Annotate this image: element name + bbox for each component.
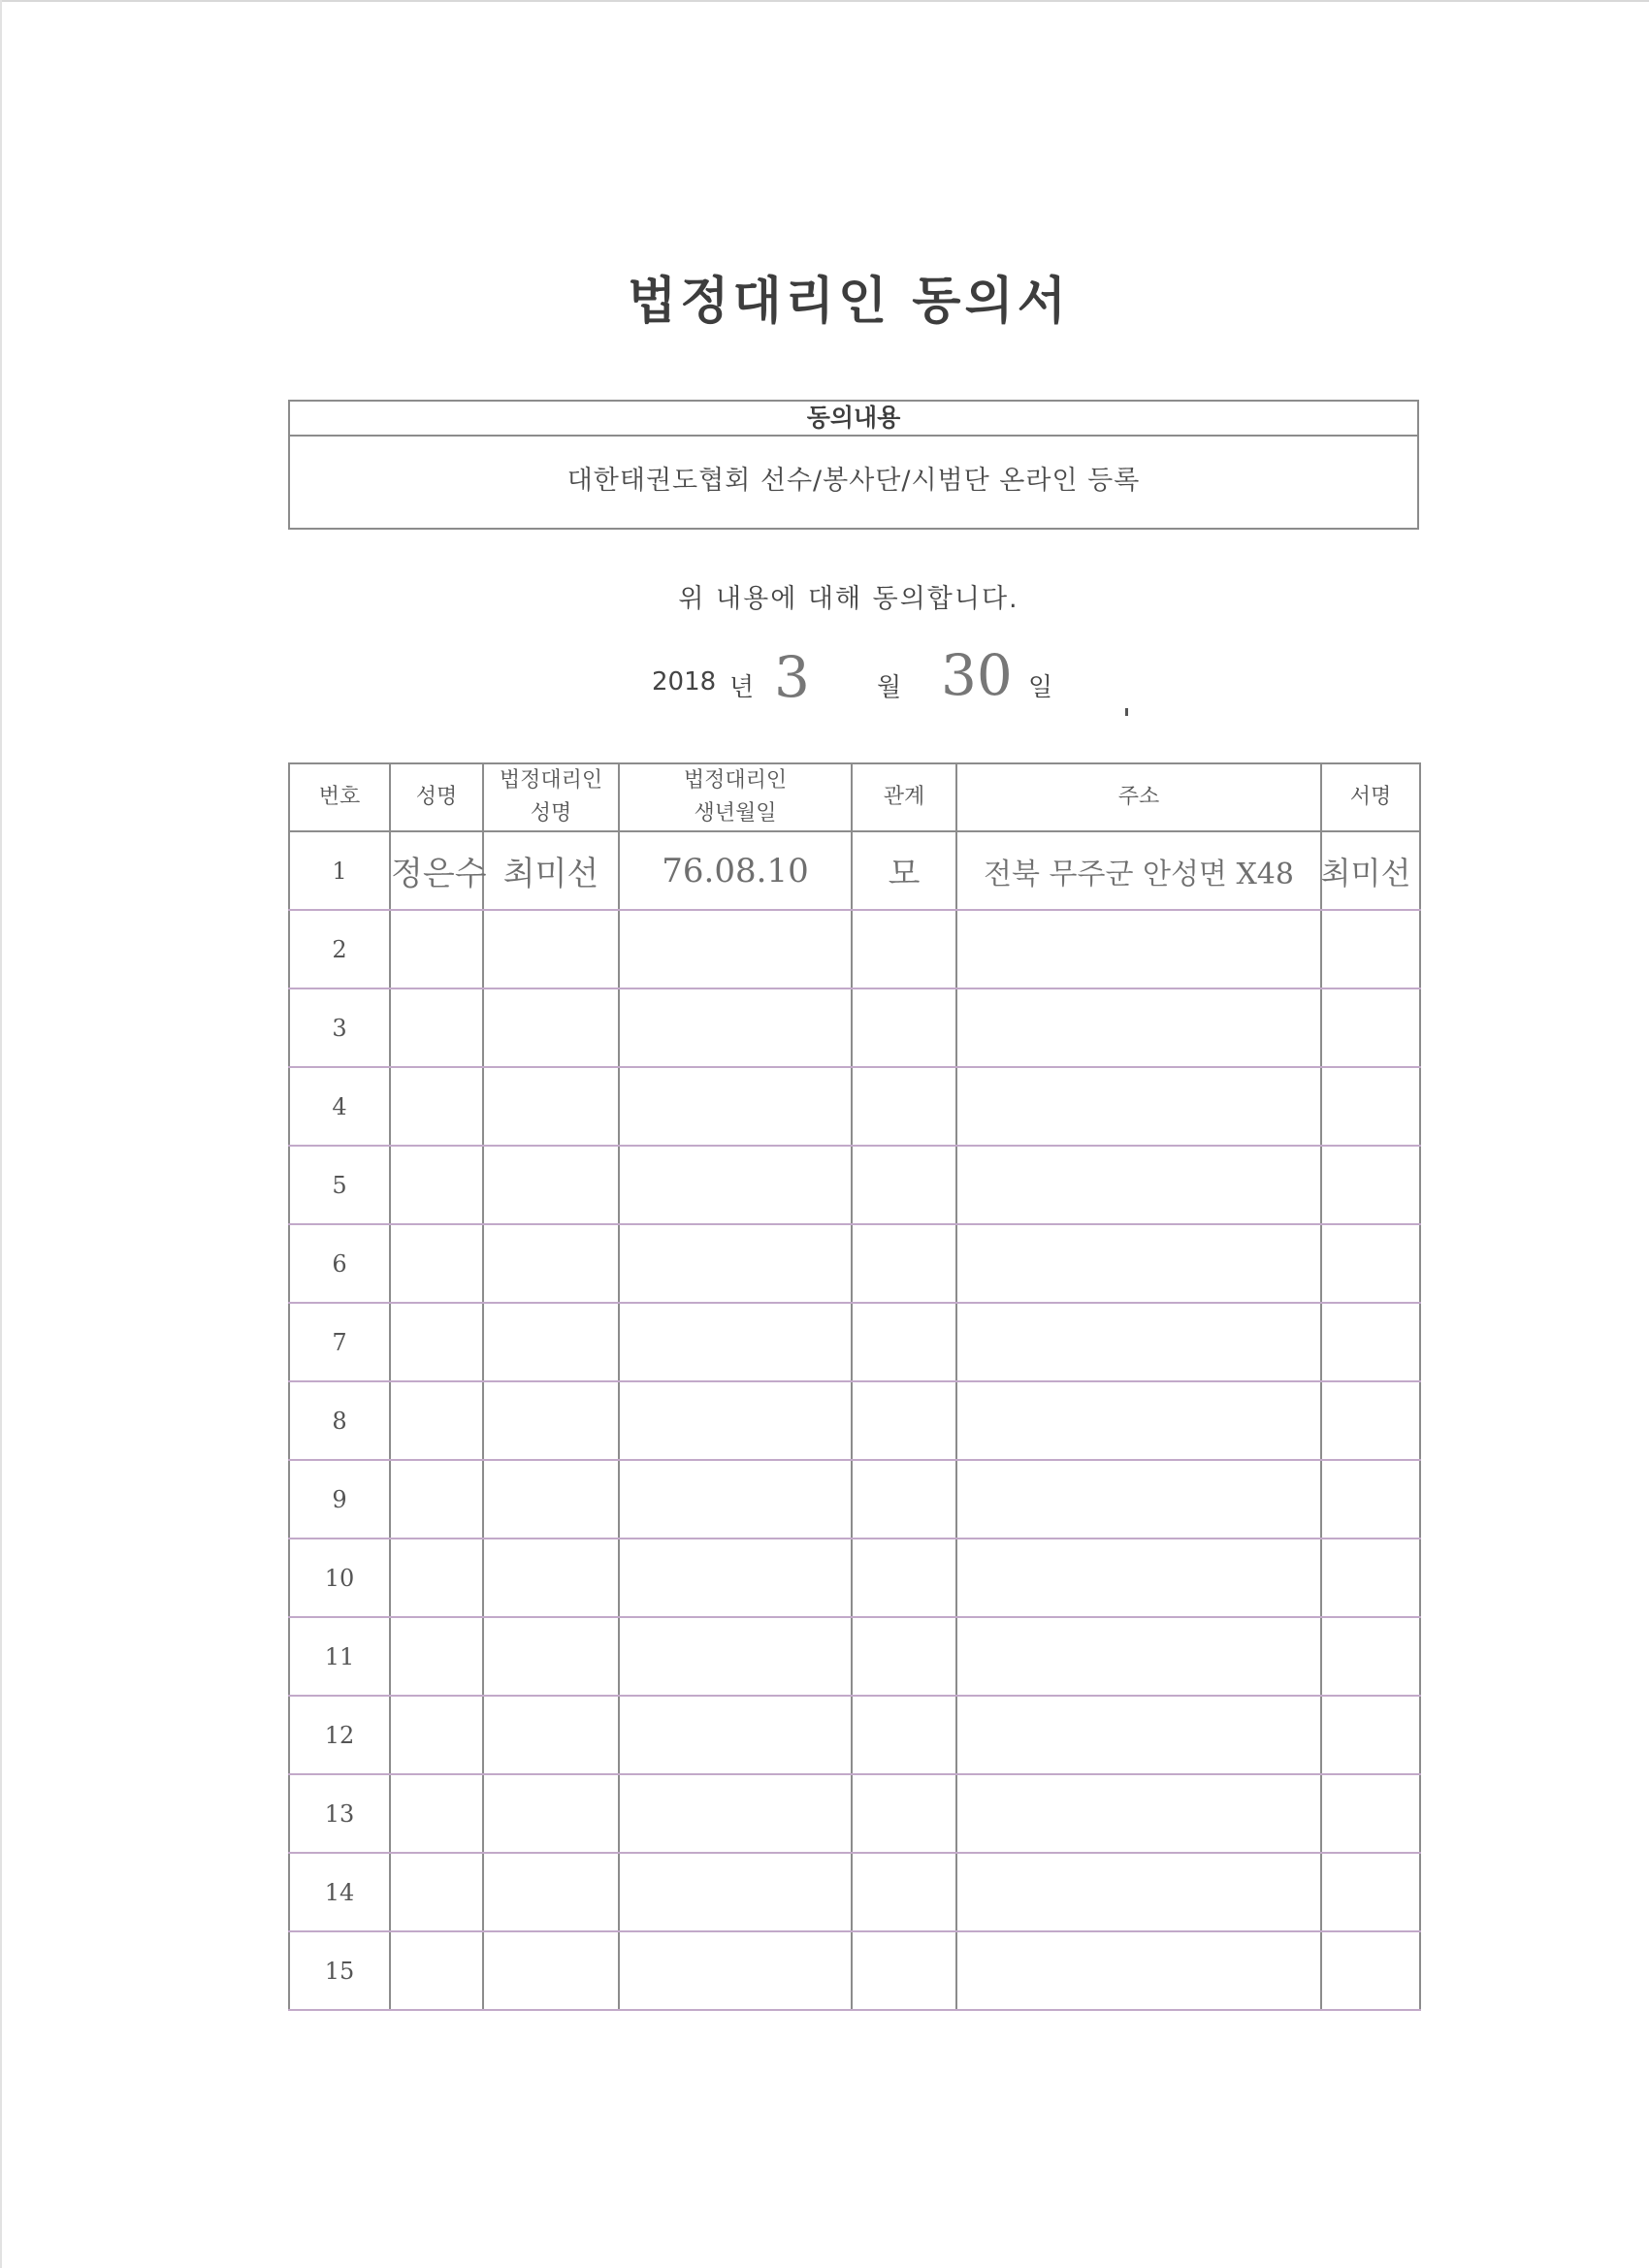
cell-name xyxy=(390,1617,483,1696)
page-edge-left xyxy=(0,0,2,2268)
cell-signature xyxy=(1321,1381,1420,1460)
cell-signature xyxy=(1321,1460,1420,1539)
cell-no: 3 xyxy=(289,988,390,1067)
table-row xyxy=(289,1067,1420,1146)
cell-relation xyxy=(852,1460,956,1539)
cell-guardian-name-handwritten: 최미선 xyxy=(502,855,599,893)
cell-address xyxy=(956,1853,1321,1931)
cell-no: 14 xyxy=(289,1853,390,1931)
date-month-handwritten: 3 xyxy=(774,644,810,710)
cell-signature xyxy=(1321,831,1420,910)
cell-guardian-name xyxy=(483,1617,619,1696)
cell-guardian-birth xyxy=(619,1853,852,1931)
cell-guardian-birth xyxy=(619,1696,852,1774)
table-body xyxy=(289,831,1420,2010)
cell-guardian-name xyxy=(483,831,619,910)
header-guardian-birth-line1: 법정대리인 xyxy=(683,768,788,793)
stray-mark xyxy=(1125,708,1128,716)
cell-guardian-name xyxy=(483,1303,619,1381)
cell-signature xyxy=(1321,1224,1420,1303)
cell-relation xyxy=(852,1539,956,1617)
cell-signature xyxy=(1321,1539,1420,1617)
cell-name xyxy=(390,1460,483,1539)
cell-name xyxy=(390,1067,483,1146)
table-row xyxy=(289,1460,1420,1539)
cell-relation xyxy=(852,1617,956,1696)
cell-guardian-birth xyxy=(619,1224,852,1303)
table-row xyxy=(289,1303,1420,1381)
table-header-row xyxy=(289,763,1420,831)
cell-relation xyxy=(852,1067,956,1146)
date-year: 2018 xyxy=(652,667,717,697)
cell-address xyxy=(956,1303,1321,1381)
cell-guardian-birth xyxy=(619,1303,852,1381)
cell-guardian-name xyxy=(483,1146,619,1224)
agreement-statement: 위 내용에 대해 동의합니다. xyxy=(678,584,1019,614)
cell-guardian-birth xyxy=(619,988,852,1067)
cell-relation xyxy=(852,1381,956,1460)
table-row xyxy=(289,1539,1420,1617)
cell-name xyxy=(390,1303,483,1381)
date-day-handwritten: 30 xyxy=(941,642,1013,708)
cell-name xyxy=(390,1381,483,1460)
header-guardian-birth-line2: 생년월일 xyxy=(694,801,777,826)
cell-name xyxy=(390,1774,483,1853)
cell-guardian-birth xyxy=(619,1617,852,1696)
table-row xyxy=(289,1146,1420,1224)
cell-guardian-birth xyxy=(619,1460,852,1539)
page-edge xyxy=(0,0,1649,2)
cell-guardian-birth xyxy=(619,1381,852,1460)
cell-relation xyxy=(852,1224,956,1303)
header-address: 주소 xyxy=(956,763,1321,831)
cell-guardian-birth-handwritten: 76.08.10 xyxy=(662,851,809,891)
cell-guardian-name xyxy=(483,1381,619,1460)
consent-header: 동의내용 xyxy=(290,402,1417,437)
cell-guardian-name xyxy=(483,1853,619,1931)
cell-relation xyxy=(852,910,956,988)
header-guardian-name xyxy=(483,763,619,831)
cell-relation xyxy=(852,1146,956,1224)
cell-signature xyxy=(1321,1303,1420,1381)
table-row xyxy=(289,1617,1420,1696)
cell-address xyxy=(956,988,1321,1067)
cell-address xyxy=(956,831,1321,910)
cell-signature xyxy=(1321,1146,1420,1224)
cell-address xyxy=(956,1696,1321,1774)
cell-name xyxy=(390,988,483,1067)
cell-guardian-name xyxy=(483,1696,619,1774)
cell-address xyxy=(956,1460,1321,1539)
cell-name xyxy=(390,831,487,910)
cell-name xyxy=(390,1853,483,1931)
cell-relation xyxy=(852,1931,956,2010)
cell-relation xyxy=(852,1853,956,1931)
cell-guardian-name xyxy=(483,1931,619,2010)
table-row xyxy=(289,1381,1420,1460)
cell-no: 11 xyxy=(289,1617,390,1696)
cell-guardian-name xyxy=(483,910,619,988)
date-day-label: 일 xyxy=(1028,673,1053,702)
header-signature: 서명 xyxy=(1321,763,1420,831)
date-month-label: 월 xyxy=(877,673,902,702)
cell-name xyxy=(390,1696,483,1774)
cell-no: 15 xyxy=(289,1931,390,2010)
header-no: 번호 xyxy=(289,763,390,831)
cell-no: 1 xyxy=(289,831,390,910)
cell-name xyxy=(390,1224,483,1303)
table-row xyxy=(289,1224,1420,1303)
cell-address xyxy=(956,1067,1321,1146)
cell-address xyxy=(956,910,1321,988)
cell-name xyxy=(390,1539,483,1617)
header-guardian-birth xyxy=(619,763,852,831)
table-row xyxy=(289,1853,1420,1931)
cell-address xyxy=(956,1146,1321,1224)
cell-signature xyxy=(1321,1617,1420,1696)
cell-no: 10 xyxy=(289,1539,390,1617)
cell-relation xyxy=(852,1774,956,1853)
cell-no: 9 xyxy=(289,1460,390,1539)
cell-guardian-birth xyxy=(619,1931,852,2010)
table-row xyxy=(289,1931,1420,2010)
header-name: 성명 xyxy=(390,763,483,831)
cell-signature xyxy=(1321,1931,1420,2010)
cell-guardian-name xyxy=(483,1539,619,1617)
cell-address xyxy=(956,1617,1321,1696)
cell-guardian-name xyxy=(483,1460,619,1539)
cell-relation-handwritten: 모 xyxy=(888,855,921,893)
cell-name-handwritten: 정은수 xyxy=(391,855,487,893)
cell-guardian-birth xyxy=(619,831,852,910)
header-guardian-name-line1: 법정대리인 xyxy=(499,768,603,793)
cell-address xyxy=(956,1774,1321,1853)
cell-no: 5 xyxy=(289,1146,390,1224)
cell-no: 4 xyxy=(289,1067,390,1146)
cell-signature-handwritten: 최미선 xyxy=(1320,854,1411,891)
cell-no: 12 xyxy=(289,1696,390,1774)
table-row xyxy=(289,831,1420,910)
header-guardian-name-line2: 성명 xyxy=(530,801,572,826)
header-relation: 관계 xyxy=(852,763,956,831)
cell-address xyxy=(956,1931,1321,2010)
cell-signature xyxy=(1321,910,1420,988)
cell-name xyxy=(390,1931,483,2010)
cell-guardian-birth xyxy=(619,910,852,988)
cell-no: 8 xyxy=(289,1381,390,1460)
cell-address-handwritten: 전북 무주군 안성면 X48 xyxy=(984,857,1294,891)
cell-relation xyxy=(852,988,956,1067)
cell-signature xyxy=(1321,1853,1420,1931)
cell-no: 2 xyxy=(289,910,390,988)
cell-address xyxy=(956,1381,1321,1460)
table-row xyxy=(289,1696,1420,1774)
consent-body: 대한태권도협회 선수/봉사단/시범단 온라인 등록 xyxy=(566,466,1141,496)
cell-relation xyxy=(852,1696,956,1774)
cell-guardian-name xyxy=(483,1774,619,1853)
table-row xyxy=(289,988,1420,1067)
document-title: 법정대리인 동의서 xyxy=(628,273,1070,331)
cell-relation xyxy=(852,1303,956,1381)
cell-relation xyxy=(852,831,956,910)
table-row xyxy=(289,910,1420,988)
cell-signature xyxy=(1321,1774,1420,1853)
cell-guardian-birth xyxy=(619,1774,852,1853)
table-row xyxy=(289,1774,1420,1853)
cell-guardian-name xyxy=(483,1224,619,1303)
cell-signature xyxy=(1321,988,1420,1067)
cell-guardian-birth xyxy=(619,1539,852,1617)
cell-guardian-birth xyxy=(619,1067,852,1146)
cell-address xyxy=(956,1224,1321,1303)
guardian-roster-table xyxy=(288,762,1421,2011)
cell-no: 6 xyxy=(289,1224,390,1303)
cell-signature xyxy=(1321,1067,1420,1146)
date-year-label: 년 xyxy=(729,673,755,702)
consent-box xyxy=(288,400,1419,530)
cell-name xyxy=(390,1146,483,1224)
cell-guardian-name xyxy=(483,988,619,1067)
cell-address xyxy=(956,1539,1321,1617)
cell-no: 13 xyxy=(289,1774,390,1853)
cell-guardian-name xyxy=(483,1067,619,1146)
cell-name xyxy=(390,910,483,988)
cell-no: 7 xyxy=(289,1303,390,1381)
cell-guardian-birth xyxy=(619,1146,852,1224)
cell-signature xyxy=(1321,1696,1420,1774)
